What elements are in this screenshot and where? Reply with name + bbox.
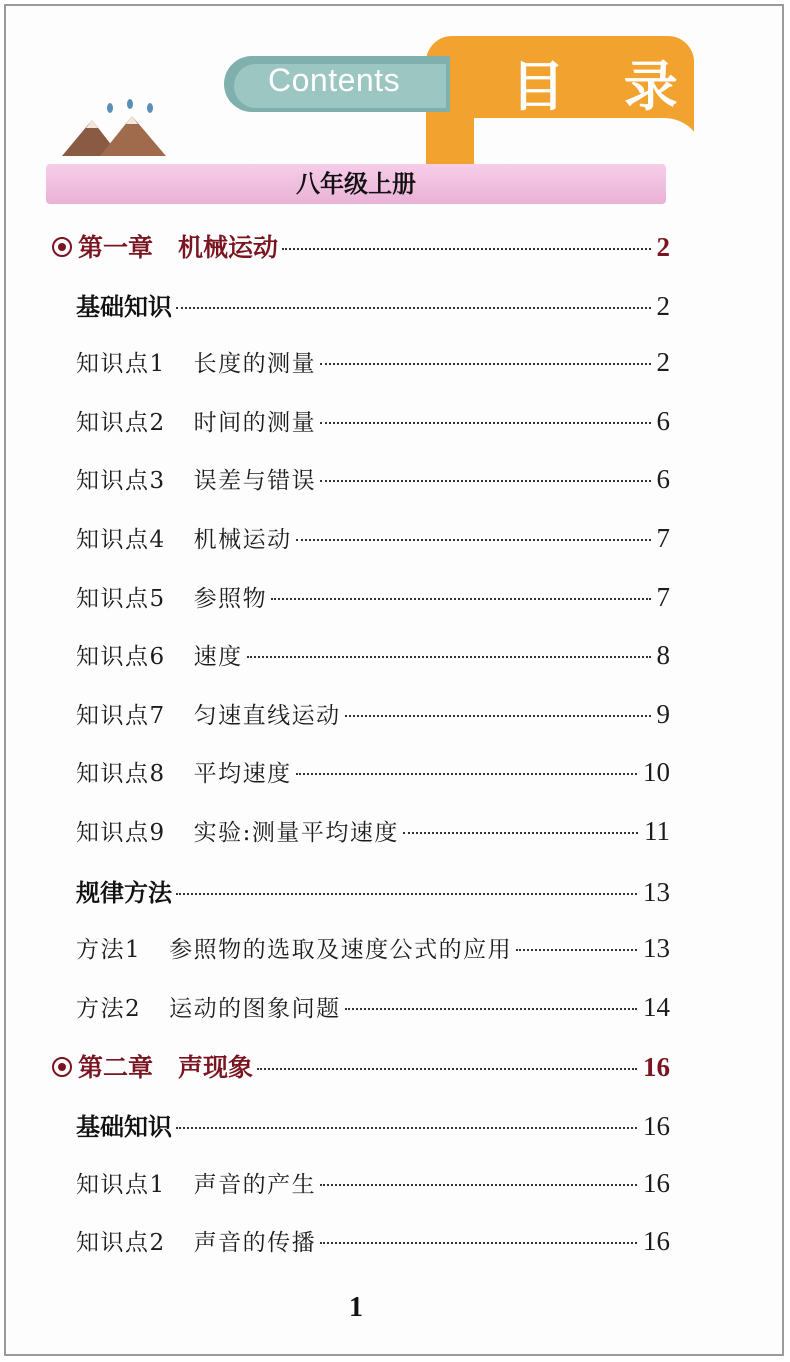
item-label: 知识点7: [76, 702, 166, 729]
droplet-icon: [107, 103, 113, 113]
section-title: 基础知识: [76, 1113, 172, 1141]
toc-item-row: [76, 1166, 670, 1199]
toc-page-number: 6: [656, 464, 670, 495]
toc-page-number: 2: [656, 232, 670, 262]
page-number: 1: [349, 1292, 363, 1323]
toc-item-row: [76, 755, 670, 788]
item-title: 参照物: [193, 585, 268, 612]
item-title: 时间的测量: [193, 409, 317, 436]
toc-page-number: 16: [643, 1167, 670, 1198]
dot-leader: [320, 1184, 637, 1186]
toc-page-number: 13: [643, 876, 670, 907]
toc-page-number: 16: [643, 1052, 670, 1083]
grade-title: 八年级上册: [296, 170, 416, 198]
item-label: 知识点9: [76, 820, 166, 846]
toc-item-row: [76, 931, 670, 964]
section-title: 规律方法: [76, 878, 172, 907]
toc-item-row: [76, 990, 670, 1023]
item-label: 知识点5: [76, 585, 166, 612]
item-label: 知识点2: [76, 1230, 166, 1257]
toc-page-number: 9: [656, 698, 670, 729]
dot-leader: [296, 539, 651, 541]
page-title: 目 录: [511, 55, 698, 118]
dot-leader: [176, 893, 637, 895]
item-label: 知识点3: [76, 468, 166, 495]
droplet-icon: [127, 99, 133, 109]
chapter-title: 第二章 声现象: [78, 1053, 254, 1083]
item-title: 声音的产生: [193, 1171, 317, 1198]
dot-leader: [516, 949, 637, 951]
contents-label: Contents: [268, 62, 401, 98]
toc-page-number: 8: [656, 640, 670, 671]
toc-page-number: 10: [643, 757, 670, 788]
dot-leader: [345, 1008, 637, 1010]
toc-section-row: [76, 1107, 670, 1142]
dot-leader: [247, 656, 651, 658]
toc-page-number: 13: [643, 933, 670, 964]
toc-item-row: [76, 814, 670, 847]
toc-section-row: [76, 873, 670, 908]
mountain-icon: [62, 98, 172, 158]
toc-page-number: 14: [643, 991, 670, 1022]
item-title: 实验:测量平均速度: [193, 820, 399, 846]
chapter-title: 第一章 机械运动: [78, 233, 279, 262]
toc-item-row: [76, 697, 670, 730]
item-label: 方法1: [76, 937, 142, 964]
toc-chapter-row: [52, 1048, 670, 1084]
dot-leader: [282, 248, 650, 250]
dot-leader: [320, 480, 650, 482]
item-label: 知识点4: [76, 527, 166, 553]
item-label: 方法2: [76, 995, 142, 1022]
toc-page-number: 6: [656, 405, 670, 436]
toc-chapter-row: [52, 228, 670, 264]
item-title: 平均速度: [193, 761, 292, 788]
toc-page: [4, 4, 784, 1356]
toc-item-row: [76, 345, 670, 378]
item-title: 速度: [193, 644, 243, 671]
droplet-icon: [147, 103, 153, 113]
item-label: 知识点6: [76, 644, 166, 671]
toc-item-row: [76, 521, 670, 554]
toc-item-row: [76, 638, 670, 671]
toc-item-row: [76, 1224, 670, 1257]
item-title: 匀速直线运动: [193, 702, 341, 729]
item-label: 知识点1: [76, 1171, 166, 1198]
toc-page-number: 7: [656, 581, 670, 612]
dot-leader: [320, 1242, 637, 1244]
toc-page-number: 7: [656, 523, 670, 553]
toc-item-row: [76, 580, 670, 613]
item-title: 长度的测量: [193, 351, 317, 378]
dot-leader: [320, 422, 650, 424]
toc-item-row: [76, 462, 670, 495]
toc-page-number: 16: [643, 1111, 670, 1141]
item-title: 运动的图象问题: [169, 995, 341, 1022]
section-title: 基础知识: [76, 292, 172, 321]
item-label: 知识点2: [76, 409, 166, 436]
dot-leader: [403, 832, 638, 834]
item-title: 声音的传播: [193, 1230, 317, 1257]
toc-item-row: [76, 404, 670, 437]
toc-page-number: 2: [656, 347, 670, 378]
item-title: 误差与错误: [193, 468, 317, 495]
toc-page-number: 2: [656, 290, 670, 321]
dot-leader: [296, 773, 637, 775]
dot-leader: [271, 598, 650, 600]
dot-leader: [257, 1068, 637, 1070]
dot-leader: [176, 1127, 637, 1129]
dot-leader: [345, 715, 651, 717]
chapter-bullet-icon: [52, 1057, 72, 1077]
item-label: 知识点1: [76, 351, 166, 378]
dot-leader: [176, 307, 651, 309]
item-label: 知识点8: [76, 761, 166, 788]
dot-leader: [320, 363, 650, 365]
toc-section-row: [76, 287, 670, 322]
item-title: 机械运动: [193, 527, 292, 553]
item-title: 参照物的选取及速度公式的应用: [169, 937, 513, 964]
chapter-bullet-icon: [52, 237, 72, 257]
toc-page-number: 11: [644, 816, 670, 846]
toc-page-number: 16: [643, 1226, 670, 1257]
